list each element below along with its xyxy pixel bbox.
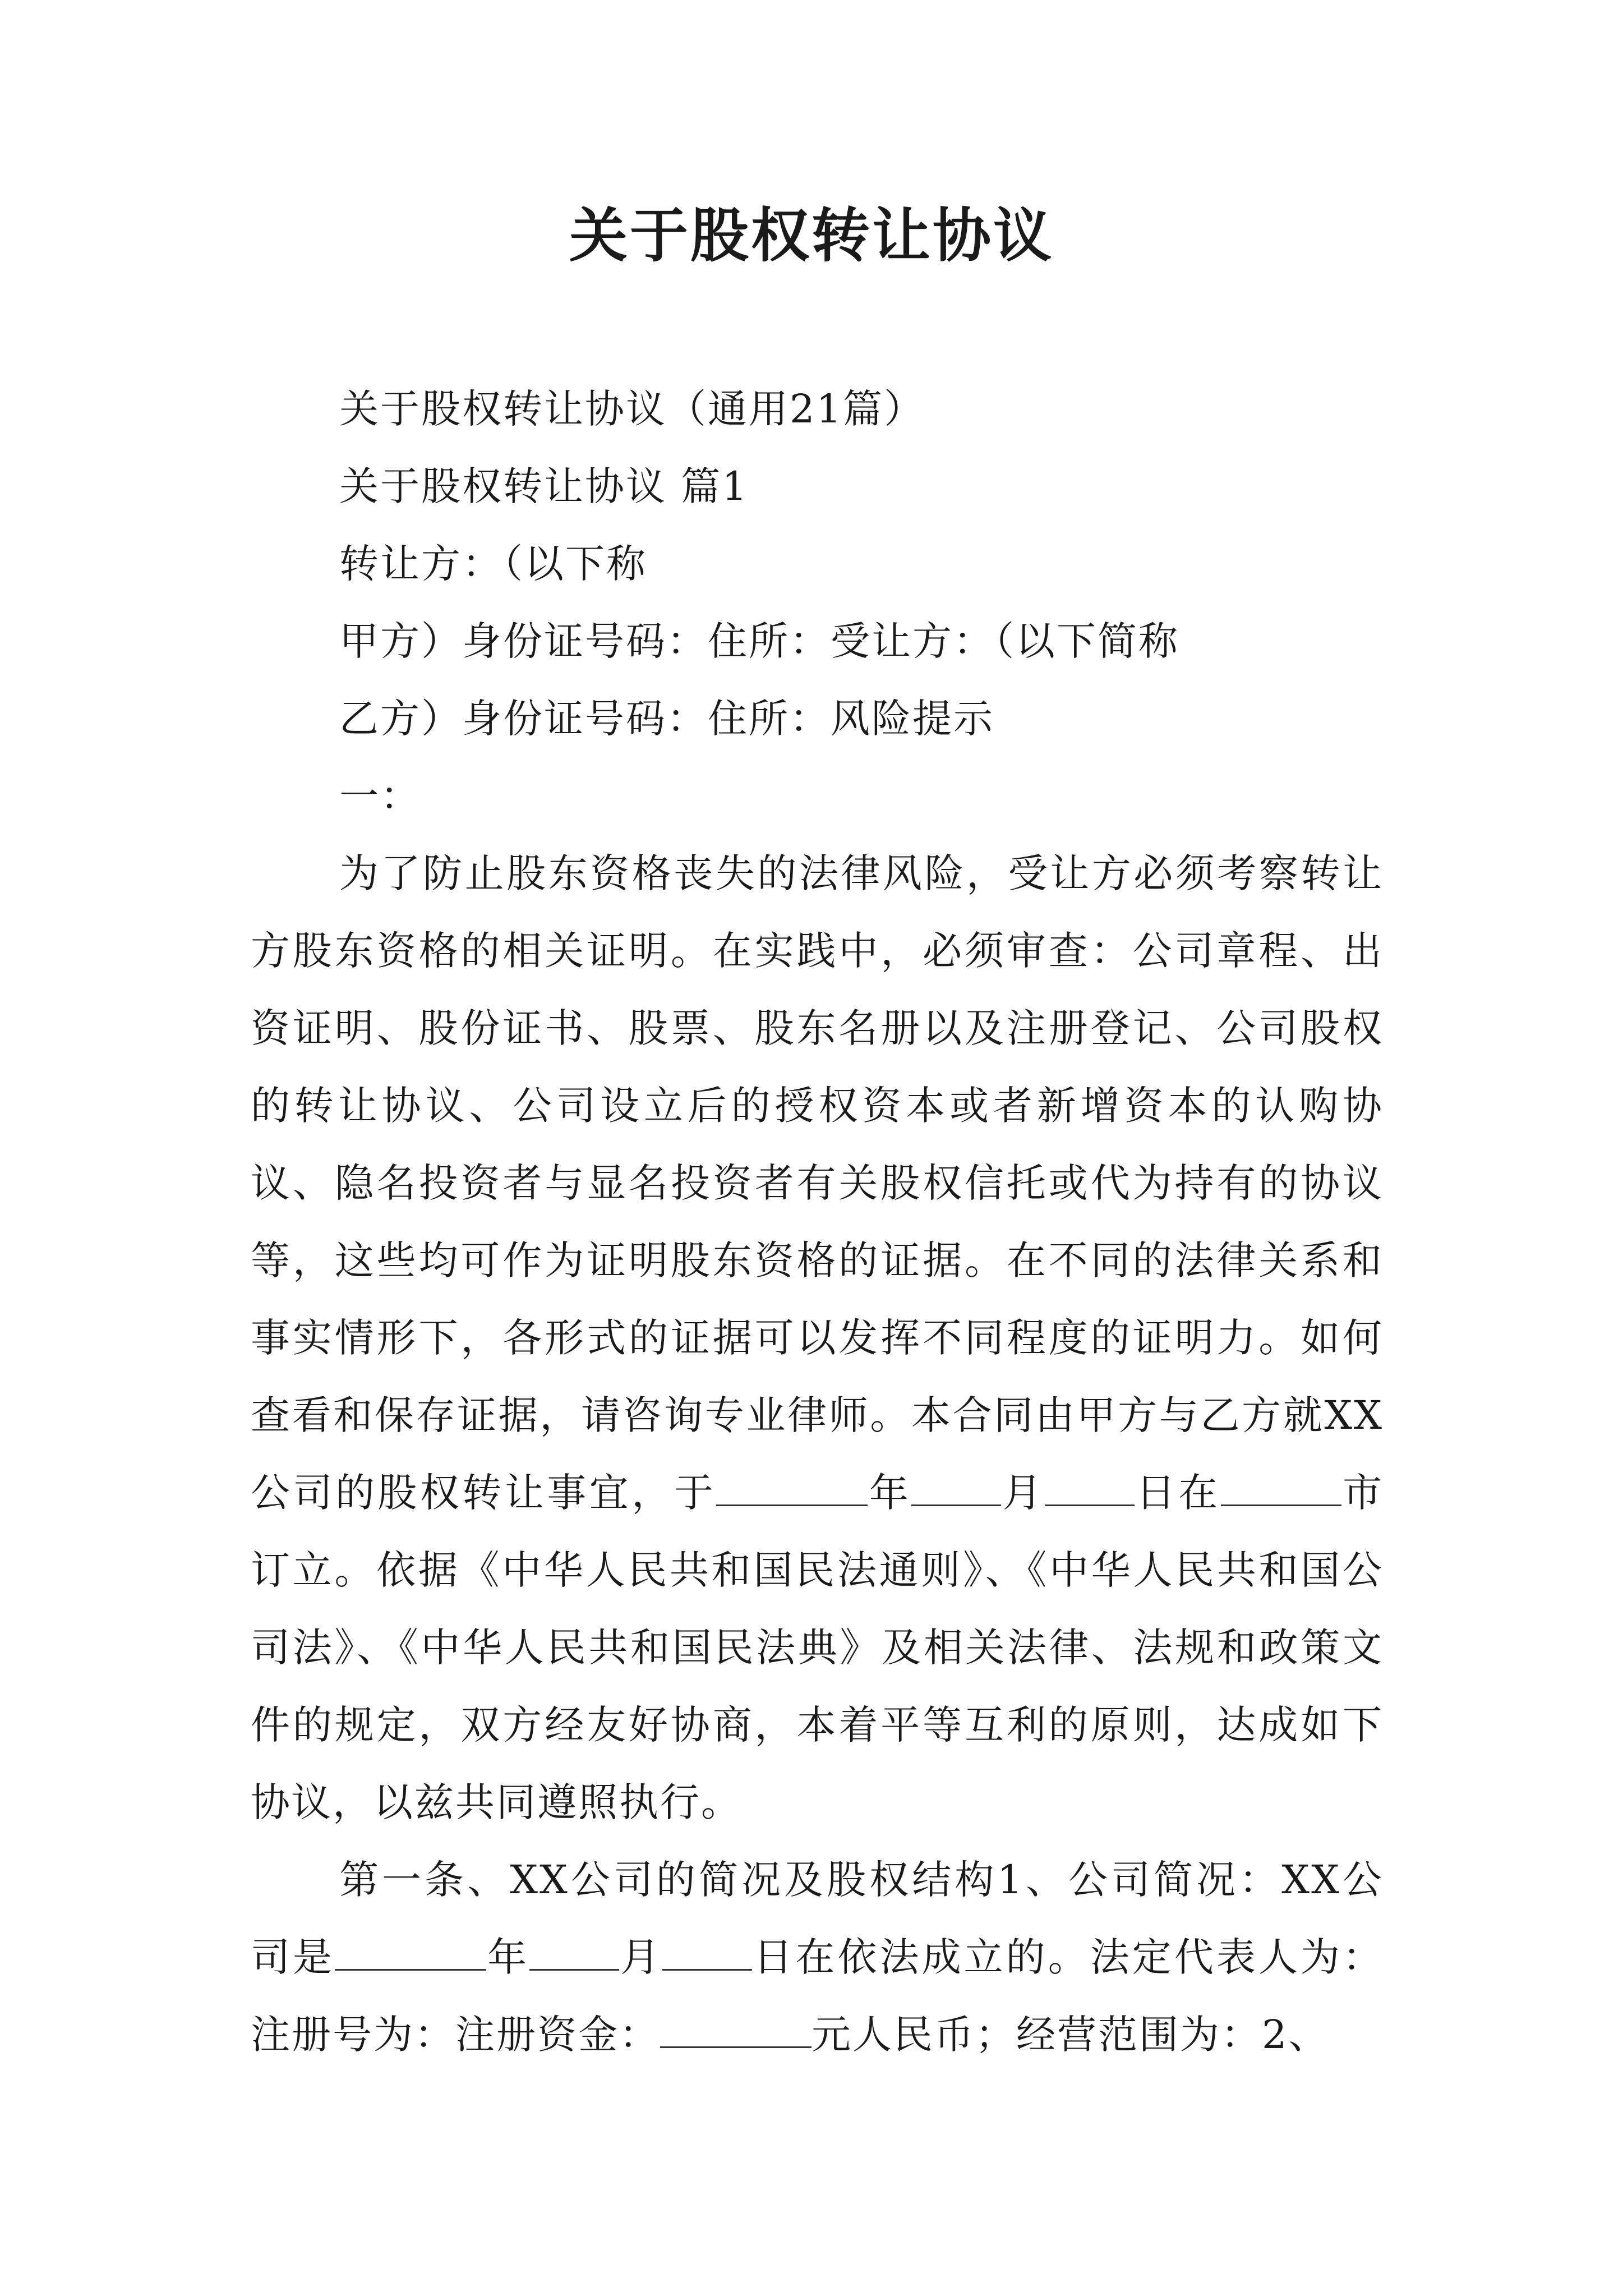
date-day-blank — [1045, 1470, 1135, 1506]
city-blank — [1221, 1470, 1341, 1506]
date-year-blank — [716, 1470, 868, 1506]
founding-year-label: 年 — [486, 1934, 530, 1980]
capital-blank — [660, 2012, 811, 2048]
section-heading: 关于股权转让协议 篇1 — [339, 463, 749, 509]
day-at-label: 日在 — [1135, 1470, 1221, 1516]
party-a-line: 甲方）身份证号码：住所：受让方：（以下简称 — [339, 618, 1179, 664]
risk-paragraph-text-1: 为了防止股东资格丧失的法律风险，受让方必须考察转让方股东资格的相关证明。在实践中，必须审查：公司章程、出资证明、股份证书、股票、股东名册以及注册登记、公司股权的转让协议、公司设立后的授权资本或者新增资本的认购协议、隐名投资者与显名投资者有关股权信托或代为持有的协议等，这些均可作为证明股东资格的证据。在不同的法律关系和事实情形下，各形式的证据可以发挥不同程度的证明力。如何查看和保存证据，请咨询专业律师。本合同由甲方与乙方就XX公司的股权转让事宜，于 — [251, 850, 1384, 1516]
founding-month-label: 月 — [619, 1934, 663, 1980]
founding-year-blank — [335, 1934, 486, 1971]
article-one-text-1: 第一条、XX公司的简况及股权结构1、公司简况：XX公司是 — [251, 1857, 1384, 1980]
founding-month-blank — [529, 1934, 619, 1971]
document-body — [251, 370, 1384, 2073]
item-one-line: 一： — [339, 773, 421, 819]
year-label: 年 — [868, 1470, 912, 1516]
month-label: 月 — [1001, 1470, 1045, 1516]
document-title: 关于股权转让协议 — [569, 201, 1054, 270]
article-one-text-3: 元人民币；经营范围为：2、 — [811, 2012, 1330, 2058]
document-subtitle: 关于股权转让协议（通用21篇） — [339, 386, 925, 432]
risk-paragraph-text-2: 市订立。依据《中华人民共和国民法通则》、《中华人民共和国公司法》、《中华人民共和国民法典》及相关法律、法规和政策文件的规定，双方经友好协商，本着平等互利的原则，达成如下协议，以兹共同遵照执行。 — [251, 1470, 1384, 1825]
article-one-paragraph — [251, 1841, 1384, 2073]
date-month-blank — [911, 1470, 1001, 1506]
transferor-line: 转让方：（以下称 — [339, 541, 647, 587]
founding-day-blank — [662, 1934, 752, 1971]
article-one-text-2: 日在依法成立的。法定代表人为：注册号为：注册资金： — [251, 1934, 1384, 2058]
risk-paragraph — [251, 835, 1384, 1841]
party-b-line: 乙方）身份证号码：住所：风险提示 — [339, 696, 994, 742]
